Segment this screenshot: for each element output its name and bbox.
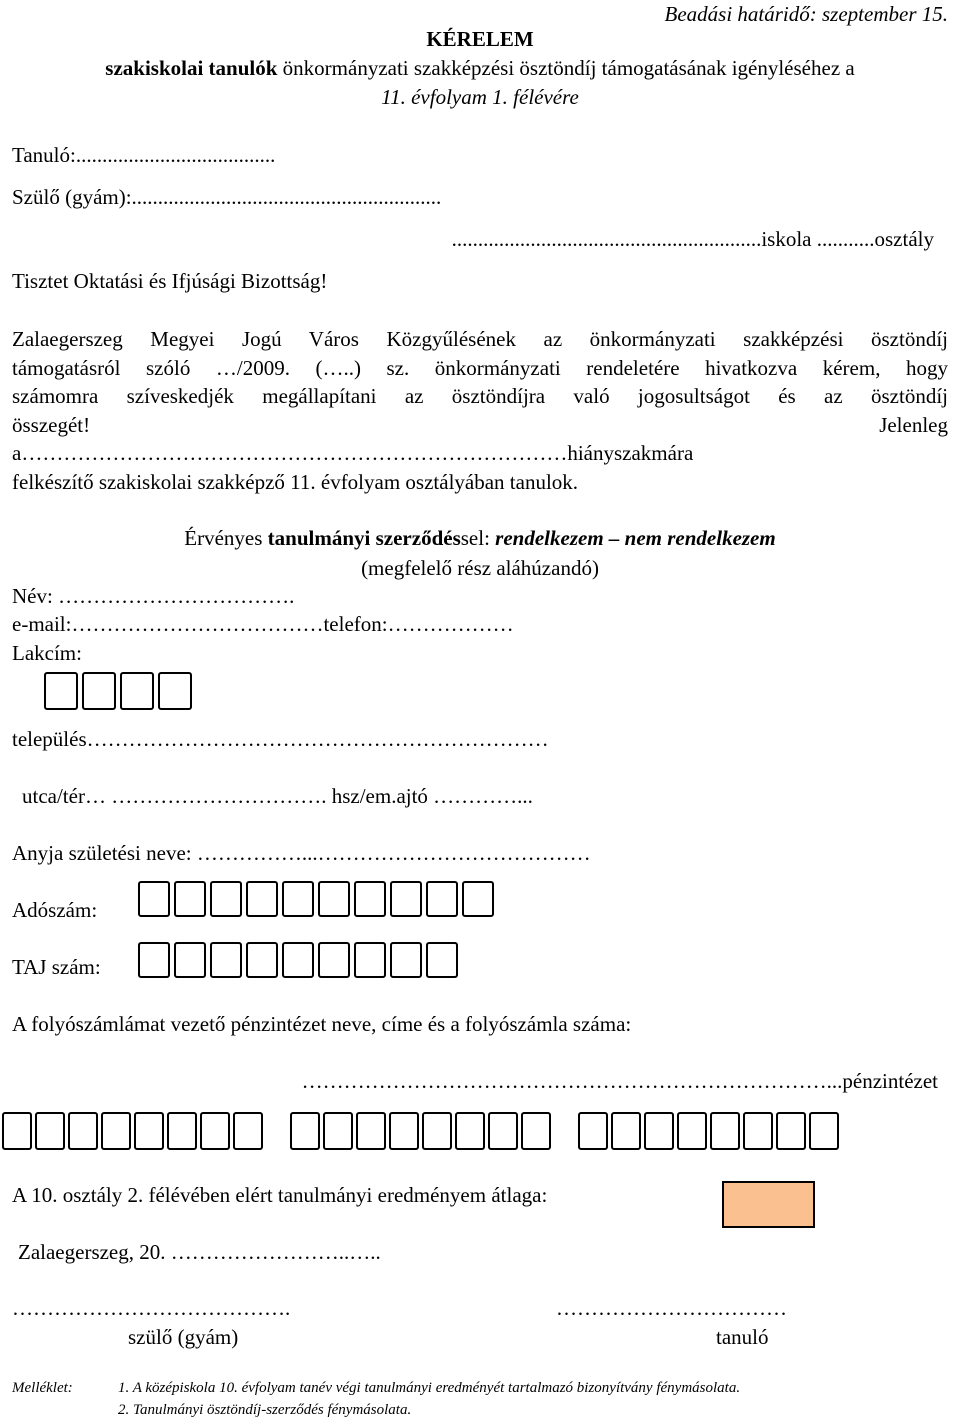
name-field[interactable]: Név: …………………………….	[12, 584, 295, 608]
account-digit-box[interactable]	[101, 1112, 131, 1150]
tax-digit-box[interactable]	[354, 881, 386, 917]
tax-number-boxes[interactable]	[138, 881, 498, 917]
account-digit-box[interactable]	[35, 1112, 65, 1150]
tax-digit-box[interactable]	[138, 881, 170, 917]
account-digit-box[interactable]	[68, 1112, 98, 1150]
account-digit-box[interactable]	[356, 1112, 386, 1150]
account-digit-box[interactable]	[611, 1112, 641, 1150]
account-group-gap	[554, 1112, 578, 1150]
street-field[interactable]: utca/tér… …………………………. hsz/em.ajtó …………...	[22, 784, 533, 808]
body-line-4-right: Jelenleg	[879, 413, 948, 437]
taj-number-label: TAJ szám:	[12, 955, 101, 979]
account-digit-box[interactable]	[389, 1112, 419, 1150]
attachments-label: Melléklet:	[12, 1380, 73, 1396]
account-digit-box[interactable]	[233, 1112, 263, 1150]
taj-number-boxes[interactable]	[138, 942, 462, 978]
account-digit-box[interactable]	[290, 1112, 320, 1150]
bank-account-boxes[interactable]	[2, 1112, 842, 1150]
contract-dash: –	[603, 526, 625, 550]
subtitle-rest: önkormányzati szakképzési ösztöndíj támogatásának igényléséhez a	[277, 56, 855, 80]
tax-digit-box[interactable]	[462, 881, 494, 917]
attachment-item-2: 2. Tanulmányi ösztöndíj-szerződés fénymásolata.	[118, 1402, 412, 1418]
taj-digit-box[interactable]	[138, 942, 170, 978]
account-digit-box[interactable]	[809, 1112, 839, 1150]
taj-digit-box[interactable]	[210, 942, 242, 978]
average-label: A 10. osztály 2. félévében elért tanulmányi eredményem átlaga:	[12, 1183, 548, 1207]
taj-digit-box[interactable]	[318, 942, 350, 978]
body-line-1: Zalaegerszeg Megyei Jogú Város Közgyűlésének az önkormányzati szakképzési ösztöndíj	[12, 327, 948, 351]
account-digit-box[interactable]	[644, 1112, 674, 1150]
attachment-item-1: 1. A középiskola 10. évfolyam tanév végi tanulmányi eredményét tartalmazó bizonyítvány fénymásolata.	[118, 1380, 741, 1396]
contract-option-no[interactable]: nem rendelkezem	[624, 526, 776, 550]
postcode-boxes[interactable]	[44, 672, 196, 710]
taj-digit-box[interactable]	[390, 942, 422, 978]
body-line-4-left: összegét!	[12, 413, 91, 437]
tax-digit-box[interactable]	[210, 881, 242, 917]
contract-prefix: Érvényes	[184, 526, 268, 550]
tax-number-label: Adószám:	[12, 898, 98, 922]
taj-digit-box[interactable]	[246, 942, 278, 978]
parent-signature-line[interactable]: ………………………………….	[12, 1296, 291, 1320]
student-field[interactable]: Tanuló:......................................	[12, 143, 276, 167]
contract-bold: tanulmányi szerződés	[267, 526, 461, 550]
form-subtitle	[0, 56, 960, 80]
place-date-field[interactable]: Zalaegerszeg, 20. ……………………..…..	[18, 1240, 381, 1264]
body-line-3: számomra szíveskedjék megállapítani az ösztöndíjra való jogosultságot és az ösztöndíj	[12, 384, 948, 408]
contract-line	[0, 526, 960, 550]
account-digit-box[interactable]	[710, 1112, 740, 1150]
subtitle-bold: szakiskolai tanulók	[105, 56, 278, 80]
account-digit-box[interactable]	[455, 1112, 485, 1150]
account-digit-box[interactable]	[776, 1112, 806, 1150]
tax-digit-box[interactable]	[426, 881, 458, 917]
form-subtitle-line2: 11. évfolyam 1. félévére	[381, 85, 579, 109]
postcode-box[interactable]	[44, 672, 78, 710]
taj-digit-box[interactable]	[426, 942, 458, 978]
account-digit-box[interactable]	[743, 1112, 773, 1150]
body-line-2: támogatásról szóló …/2009. (…..) sz. önkormányzati rendeletére hivatkozva kérem, hogy	[12, 356, 948, 380]
address-label: Lakcím:	[12, 641, 82, 665]
settlement-field[interactable]: település…………………………………………………………	[12, 727, 549, 751]
student-signature-label: tanuló	[716, 1325, 769, 1349]
parent-signature-label: szülő (gyám)	[128, 1325, 239, 1349]
bank-label: A folyószámlámat vezető pénzintézet neve, címe és a folyószámla száma:	[12, 1012, 632, 1036]
account-digit-box[interactable]	[134, 1112, 164, 1150]
account-digit-box[interactable]	[200, 1112, 230, 1150]
account-group-gap	[266, 1112, 290, 1150]
contract-note: (megfelelő rész aláhúzandó)	[361, 556, 599, 580]
tax-digit-box[interactable]	[246, 881, 278, 917]
contract-mid: sel:	[460, 526, 496, 550]
account-digit-box[interactable]	[488, 1112, 518, 1150]
school-class-field[interactable]: ...........................................................iskola ...........osztály	[451, 227, 934, 251]
deadline: Beadási határidő: szeptember 15.	[664, 2, 948, 26]
tax-digit-box[interactable]	[282, 881, 314, 917]
parent-field[interactable]: Szülő (gyám):...........................................................	[12, 185, 442, 209]
account-digit-box[interactable]	[2, 1112, 32, 1150]
email-phone-field[interactable]: e-mail:………………………………telefon:………………	[12, 612, 514, 636]
average-input-box[interactable]	[722, 1181, 815, 1228]
tax-digit-box[interactable]	[390, 881, 422, 917]
taj-digit-box[interactable]	[282, 942, 314, 978]
tax-digit-box[interactable]	[318, 881, 350, 917]
taj-digit-box[interactable]	[354, 942, 386, 978]
taj-digit-box[interactable]	[174, 942, 206, 978]
body-line-5[interactable]: a……………………………………………………………………hiányszakmára	[12, 441, 694, 465]
bank-name-field[interactable]: …………………………………………………………………...pénzintézet	[301, 1069, 938, 1093]
account-digit-box[interactable]	[167, 1112, 197, 1150]
body-line-6: felkészítő szakiskolai szakképző 11. évfolyam osztályában tanulok.	[12, 470, 579, 494]
account-digit-box[interactable]	[323, 1112, 353, 1150]
account-digit-box[interactable]	[422, 1112, 452, 1150]
contract-option-yes[interactable]: rendelkezem	[495, 526, 604, 550]
student-signature-line[interactable]: ……………………………	[556, 1296, 787, 1320]
salutation: Tisztet Oktatási és Ifjúsági Bizottság!	[12, 269, 328, 293]
account-digit-box[interactable]	[677, 1112, 707, 1150]
postcode-box[interactable]	[158, 672, 192, 710]
account-digit-box[interactable]	[521, 1112, 551, 1150]
mother-name-field[interactable]: Anyja születési neve: ……………...…………………………………	[12, 841, 591, 865]
postcode-box[interactable]	[120, 672, 154, 710]
tax-digit-box[interactable]	[174, 881, 206, 917]
account-digit-box[interactable]	[578, 1112, 608, 1150]
form-title: KÉRELEM	[426, 27, 534, 51]
postcode-box[interactable]	[82, 672, 116, 710]
